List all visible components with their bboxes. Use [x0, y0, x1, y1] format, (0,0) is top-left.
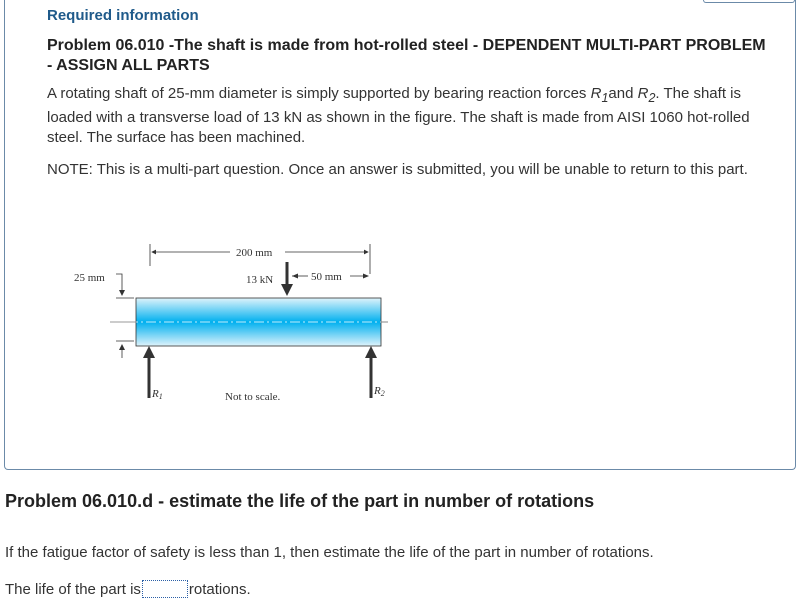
life-answer-input[interactable] — [142, 580, 188, 598]
r1-label: R1 — [152, 388, 163, 401]
answer-suffix: rotations. — [188, 580, 251, 598]
problem-title: Problem 06.010 -The shaft is made from hot-rolled steel - DEPENDENT MULTI-PART PROBLEM - ASSIGN ALL PARTS — [47, 37, 766, 74]
not-to-scale-note: Not to scale. — [225, 391, 281, 403]
required-information-heading: Required information — [47, 7, 199, 24]
part-d-instruction: If the fatigue factor of safety is less than 1, then estimate the life of the part in number of rotations. — [5, 544, 654, 561]
description-text-c: . The shaft is loaded with a transverse load of 13 kN as shown in the figure. The shaft is made from AISI 1060 hot-rolled steel. The surface has been machined. — [47, 85, 750, 146]
description-text-a: A rotating shaft of 25-mm diameter is simply supported by bearing reaction forces — [47, 85, 591, 102]
r2-symbol: $R_2$ — [637, 85, 656, 105]
r1-symbol: $R_1$ — [590, 85, 609, 105]
dim-200-label: 200 mm — [236, 247, 273, 259]
description-text-b: and — [608, 85, 638, 102]
load-arrowhead — [281, 284, 293, 296]
answer-prefix: The life of the part is — [5, 580, 141, 598]
shaft-figure — [70, 238, 400, 410]
panel-tab-edge — [703, 0, 795, 3]
part-d-title: Problem 06.010.d - estimate the life of the part in number of rotations — [5, 491, 595, 511]
dim-50-label: 50 mm — [311, 271, 342, 283]
problem-description — [47, 84, 762, 148]
load-label: 13 kN — [246, 274, 274, 286]
diameter-label: 25 mm — [74, 272, 105, 284]
answer-row — [5, 580, 251, 598]
note-text: NOTE: This is a multi-part question. Once an answer is submitted, you will be unable to return to this part. — [47, 161, 748, 178]
r2-label: R2 — [374, 385, 385, 398]
